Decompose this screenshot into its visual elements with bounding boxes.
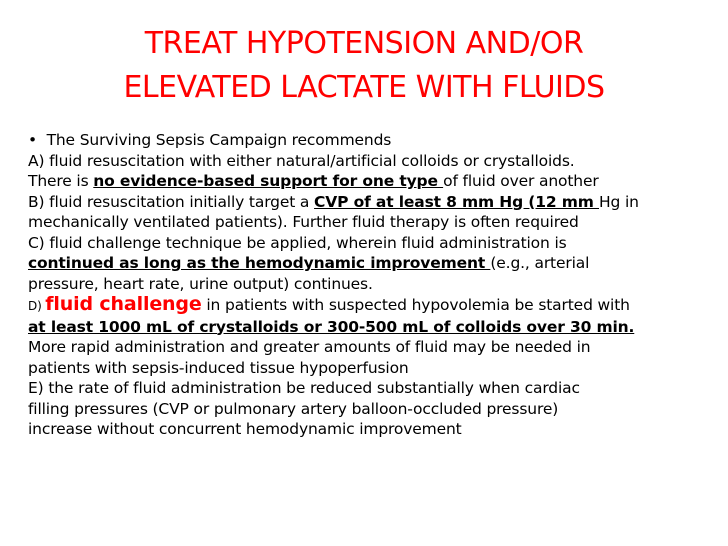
a-line-2 <box>28 171 712 192</box>
recommendation-d <box>28 294 712 378</box>
recommendation-e <box>28 378 712 440</box>
e-line-1: E) the rate of fluid administration be reduced substantially when cardiac <box>28 379 580 397</box>
e-line-2: filling pressures (CVP or pulmonary artery balloon-occluded pressure) <box>28 399 559 418</box>
c-line-1: C) fluid challenge technique be applied, wherein fluid administration is <box>28 233 567 252</box>
a-line-2-text: There is <box>28 172 94 190</box>
title-line-2: ELEVATED LACTATE WITH FLUIDS <box>123 70 605 105</box>
c-line-2-tail: (e.g., arterial <box>490 254 590 272</box>
a-line-1: A) fluid resuscitation with either natural/artificial colloids or crystalloids. <box>28 151 575 170</box>
recommendation-a <box>28 151 712 192</box>
c-line-2 <box>28 253 712 274</box>
a-line-2-tail: of fluid over another <box>443 172 599 190</box>
d-line-1 <box>28 293 712 317</box>
d-line-3: More rapid administration and greater amounts of fluid may be needed in <box>28 338 591 356</box>
d-line-2 <box>28 317 712 338</box>
intro-text: The Surviving Sepsis Campaign recommends <box>46 131 392 149</box>
b-line-2: mechanically ventilated patients). Further fluid therapy is often required <box>28 213 579 231</box>
slide-title <box>40 22 688 110</box>
d-red-emphasis: fluid challenge <box>45 293 202 315</box>
d-emphasis: at least 1000 mL of crystalloids or 300-500 mL of colloids over 30 min. <box>28 317 635 336</box>
b-line-1-tail: Hg in <box>599 192 639 211</box>
a-emphasis: no evidence-based support for one type <box>93 172 444 190</box>
d-label: D) <box>28 299 46 313</box>
d-line-4: patients with sepsis-induced tissue hypoperfusion <box>28 358 409 377</box>
b-line-1 <box>28 192 712 213</box>
e-line-3: increase without concurrent hemodynamic improvement <box>28 420 462 438</box>
title-line-1: TREAT HYPOTENSION AND/OR <box>144 26 584 61</box>
c-emphasis: continued as long as the hemodynamic improvement <box>28 254 491 272</box>
slide-body <box>28 130 712 440</box>
b-line-1-text: B) fluid resuscitation initially target a <box>28 192 315 211</box>
intro-bullet <box>28 130 712 151</box>
b-emphasis: CVP of at least 8 mm Hg (12 mm <box>314 192 599 211</box>
bullet-icon: • <box>28 131 37 149</box>
d-line-1-tail: in patients with suspected hypovolemia be started with <box>201 296 630 314</box>
recommendation-c <box>28 233 712 295</box>
recommendation-b <box>28 192 712 233</box>
c-line-3: pressure, heart rate, urine output) continues. <box>28 274 373 293</box>
